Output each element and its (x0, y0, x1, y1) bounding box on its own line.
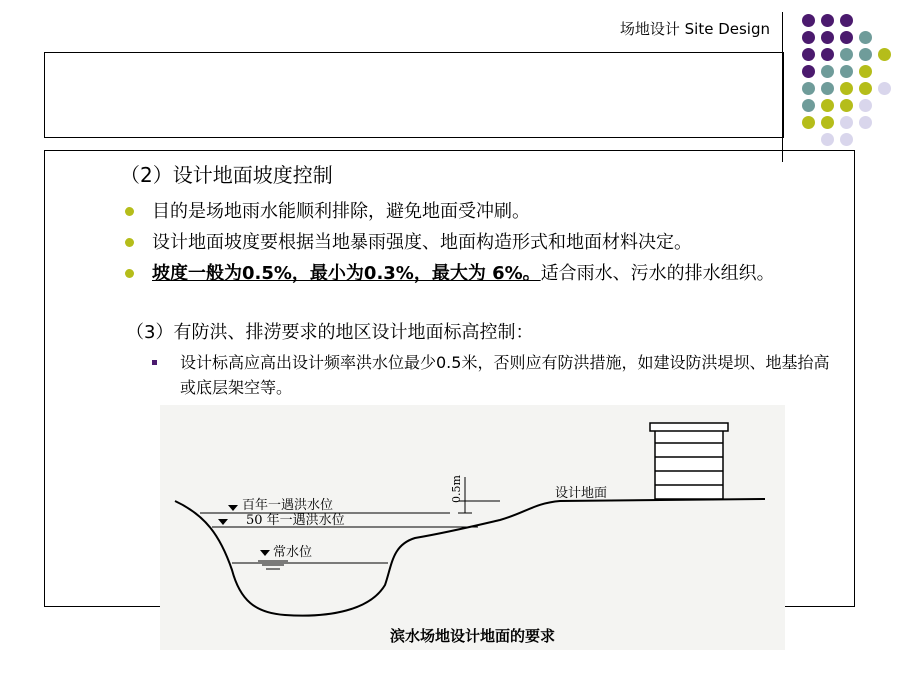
bullet-dot-icon (125, 238, 134, 247)
title-box (44, 52, 784, 138)
decor-dot (840, 99, 853, 112)
decor-dot (840, 133, 853, 146)
header-title: 场地设计 Site Design (619, 20, 770, 38)
building-icon (650, 423, 728, 499)
level-marker-icon (228, 505, 238, 511)
decor-dot (859, 65, 872, 78)
bullet-text: 目的是场地雨水能顺利排除，避免地面受冲刷。 (152, 201, 530, 222)
decor-dot (821, 82, 834, 95)
section-2-title: （2）设计地面坡度控制 (120, 163, 333, 187)
bullet-item (125, 198, 845, 226)
label-design-ground: 设计地面 (555, 486, 608, 501)
level-marker-icon (218, 519, 228, 525)
waterfront-section-figure (160, 405, 785, 650)
bullet-item (125, 229, 845, 257)
decor-dot (821, 65, 834, 78)
slope-values-suffix: 适合雨水、污水的排水组织。 (540, 263, 775, 284)
decor-dot (802, 65, 815, 78)
decor-dot (840, 14, 853, 27)
decor-dot (802, 116, 815, 129)
square-bullet-icon (152, 360, 157, 365)
decor-dot (878, 82, 891, 95)
decor-dot (802, 48, 815, 61)
decor-dot (821, 31, 834, 44)
sub-bullet-text: 设计标高应高出设计频率洪水位最少0.5米，否则应有防洪措施，如建设防洪堤坝、地基抬高或底层架空等。 (180, 353, 830, 397)
decor-dot (859, 31, 872, 44)
decor-dot (840, 82, 853, 95)
decor-dot (802, 82, 815, 95)
level-marker-icon (260, 550, 270, 556)
label-flood-50: 50 年一遇洪水位 (246, 513, 345, 528)
section-3-title: （3）有防洪、排涝要求的地区设计地面标高控制： (126, 322, 534, 343)
decor-dot (878, 48, 891, 61)
decor-dot (821, 14, 834, 27)
decor-dot (840, 65, 853, 78)
label-normal-water: 常水位 (273, 545, 313, 560)
decor-dot (840, 116, 853, 129)
decor-dot (821, 116, 834, 129)
decor-dot (802, 31, 815, 44)
label-dimension: 0.5m (450, 475, 463, 503)
decor-dot (821, 99, 834, 112)
bullet-text (152, 260, 852, 287)
decor-dot (802, 99, 815, 112)
bullet-dot-icon (125, 269, 134, 278)
decor-dot (859, 99, 872, 112)
decor-dot (840, 31, 853, 44)
decor-dot (840, 48, 853, 61)
sub-bullet-item (152, 350, 852, 400)
cross-section-diagram (160, 405, 785, 650)
bullet-dot-icon (125, 207, 134, 216)
decor-dot (821, 133, 834, 146)
bullet-text: 设计地面坡度要根据当地暴雨强度、地面构造形式和地面材料决定。 (152, 232, 692, 253)
bullet-item (125, 260, 845, 316)
figure-caption: 滨水场地设计地面的要求 (389, 627, 555, 645)
decor-dot (859, 82, 872, 95)
label-flood-100: 百年一遇洪水位 (242, 498, 334, 513)
decor-dot (859, 116, 872, 129)
slope-values-emphasis: 坡度一般为0.5%，最小为0.3%，最大为 6%。 (152, 263, 541, 284)
decor-dot (821, 48, 834, 61)
decor-dot (802, 14, 815, 27)
decor-dot (859, 48, 872, 61)
